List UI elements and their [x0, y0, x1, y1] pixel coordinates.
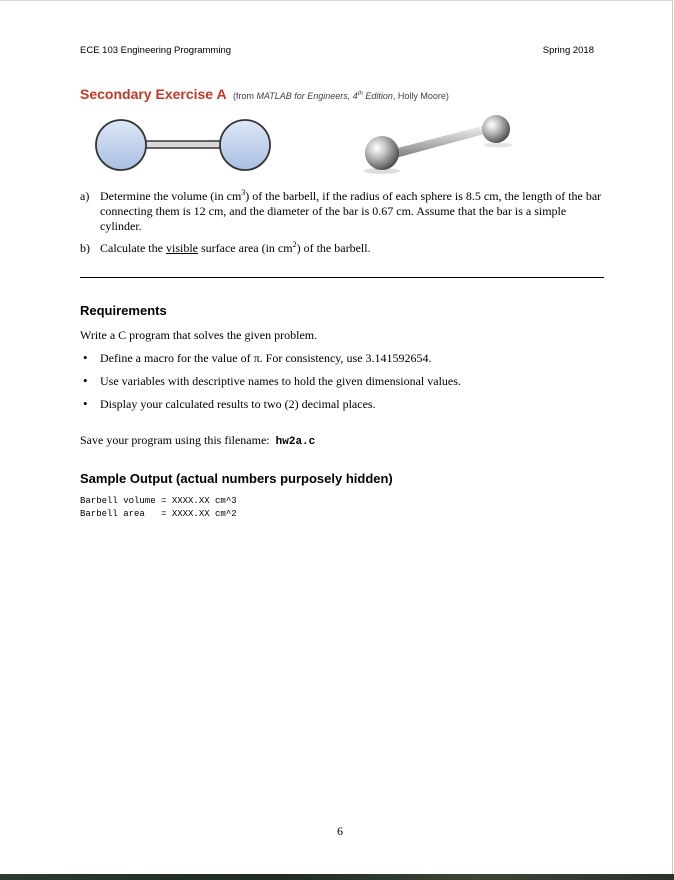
question-a-letter: a) — [80, 189, 90, 203]
question-b — [80, 241, 604, 256]
sample-output-heading: Sample Output (actual numbers purposely hidden) — [80, 471, 393, 486]
question-a-text: Determine the volume (in $cm^3$) of the barbell, if the radius of each sphere is 8.5 cm, the length of the bar connecting them is 12 cm, and the diameter of the bar is 0.67 cm. Assume that the bar is a simple cylinder. — [100, 188, 602, 233]
section-divider — [80, 277, 604, 278]
exercise-title-text: Secondary Exercise A — [80, 86, 227, 102]
barbell-schematic-figure — [95, 118, 275, 174]
requirements-intro: Write a C program that solves the given problem. — [80, 328, 318, 342]
sample-output-line: Barbell volume = XXXX.XX cm^3 — [80, 496, 237, 506]
question-b-text: Calculate the visible surface area (in $cm^2$) of the barbell. — [100, 240, 371, 255]
page-number: 6 — [337, 824, 343, 838]
bullet-icon: • — [83, 373, 88, 388]
exercise-title — [80, 86, 449, 102]
viewer-bottom-edge — [0, 874, 674, 880]
barbell-photo-figure — [360, 109, 520, 177]
question-a — [80, 189, 604, 234]
requirement-item: • Use variables with descriptive names to hold the given dimensional values. — [83, 373, 461, 388]
exercise-source: (from MATLAB for Engineers, 4th Edition, Holly Moore) — [232, 91, 449, 101]
filename: hw2a.c — [275, 436, 316, 448]
term-header: Spring 2018 — [542, 45, 594, 56]
bullet-icon: • — [83, 396, 88, 411]
course-header: ECE 103 Engineering Programming — [80, 45, 232, 56]
requirements-heading: Requirements — [80, 303, 167, 318]
bullet-icon: • — [83, 350, 88, 365]
save-instruction: Save your program using this filename: hw2a.c — [80, 433, 316, 448]
sample-output-line: Barbell area = XXXX.XX cm^2 — [80, 509, 237, 519]
requirement-item: • Display your calculated results to two (2) decimal places. — [83, 396, 376, 411]
question-b-letter: b) — [80, 241, 90, 255]
requirement-item: • Define a macro for the value of π. For consistency, use 3.141592654. — [83, 350, 432, 365]
